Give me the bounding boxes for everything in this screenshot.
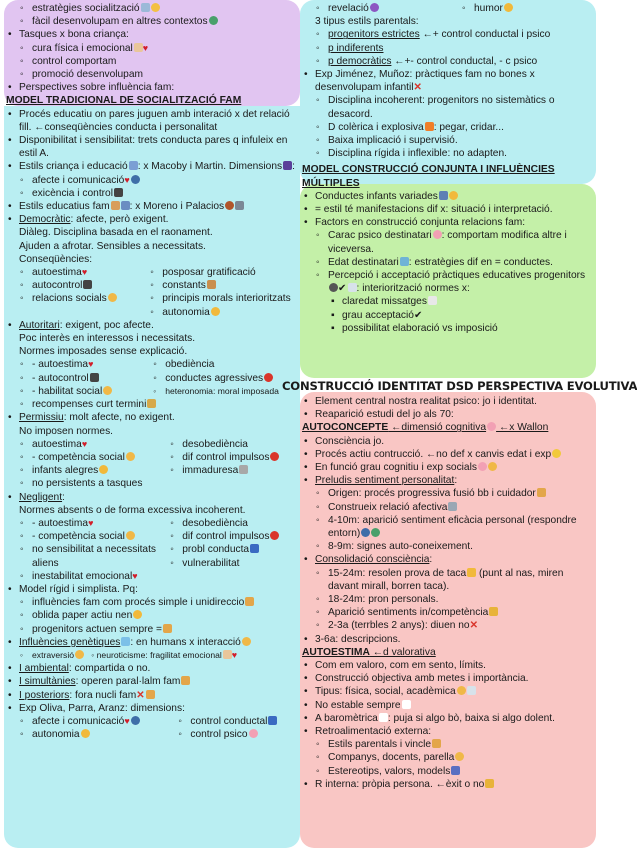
- globe-icon: [209, 16, 218, 25]
- speech-icon: [131, 175, 140, 184]
- ball-icon: [225, 201, 234, 210]
- hourglass-icon: [400, 257, 409, 266]
- cross-icon: ✕: [469, 620, 479, 632]
- heart-icon: ♥: [124, 174, 130, 185]
- book-icon: [348, 283, 357, 292]
- list-item: • Influències genètiques : en humans x interacció: [6, 636, 299, 649]
- list-item: • Factors en construcció conjunta relacions fam:: [302, 216, 594, 229]
- list-item: ◦ desobediència: [156, 517, 299, 530]
- list-item: ◦ autoestima♥: [6, 266, 136, 279]
- list-item: ◦ vulnerabilitat: [156, 557, 299, 570]
- list-item: ◦ extraversió ◦ neuroticisme: fragilitat emocional ♥: [6, 649, 299, 662]
- list-item: ◦ p democràtics ←+- control conductal, - c psico: [302, 55, 594, 68]
- smile-icon: [99, 465, 108, 474]
- heart-icon: ♥: [132, 570, 138, 581]
- list-item: ◦ desobediència: [156, 438, 299, 451]
- tv-icon: [141, 3, 150, 12]
- joystick-icon: [114, 188, 123, 197]
- list-item: • Procés actiu contrucció. ←no def x canvis edat i exp: [302, 448, 594, 461]
- list-item: ◦ inestabilitat emocional♥: [6, 570, 299, 583]
- list-item: ◦ autonomia: [6, 728, 164, 741]
- family-icon: [432, 739, 441, 748]
- handshake-icon: [108, 293, 117, 302]
- right-column: [302, 2, 594, 335]
- baby-icon: [449, 191, 458, 200]
- info-icon: [451, 766, 460, 775]
- heart-icon: ♥: [231, 649, 238, 660]
- list-item: ◦ Aparició sentiments in/competència: [302, 606, 594, 619]
- heart-icon: ♥: [81, 267, 88, 278]
- list-item: • Permissiu: molt afecte, no exigent.: [6, 411, 299, 424]
- list-item: ◦ dif control impulsos: [156, 451, 299, 464]
- list-item: • Construcció objectiva amb metes i importància.: [302, 672, 594, 685]
- joystick-icon: [90, 373, 99, 382]
- list-item: ◦ - autocontrol: [6, 372, 139, 385]
- list-item: • Tipus: física, social, acadèmica: [302, 685, 594, 698]
- list-item: ◦ obediència: [139, 358, 299, 371]
- check-icon: ✔: [338, 283, 347, 295]
- speech-icon: [131, 716, 140, 725]
- section-heading: AUTOCONCEPTE ←dimensió cognitiva ←x Wallon: [302, 422, 549, 434]
- list-item: ◦ - autoestima♥: [6, 517, 156, 530]
- list-item: ◦ no sensibilitat a necessitats aliens: [6, 543, 156, 569]
- speech-icon: [361, 528, 370, 537]
- list-item: ◦ revelació: [302, 2, 448, 15]
- list-item: • R interna: pròpia persona. ←èxit o no: [302, 778, 594, 791]
- list-item: ◦ p indiferents: [302, 42, 594, 55]
- hand-icon: [151, 3, 160, 12]
- list-item: ◦ no persistents a tasques: [6, 477, 299, 490]
- car-icon: [439, 191, 448, 200]
- face-icon: [81, 729, 90, 738]
- list-item: ◦ cura física i emocional ♥: [6, 42, 299, 55]
- list-item: ◦ posposar gratificació: [136, 266, 299, 279]
- car-icon: [235, 201, 244, 210]
- brain-icon: [249, 729, 258, 738]
- list-item: ◦ D colèrica i explosiva : pegar, cridar...: [302, 121, 594, 134]
- list-item: ◦ Carac psico destinatari : comportam modifica altre i viceversa.: [302, 229, 594, 255]
- bandage-icon: [223, 650, 232, 659]
- list-item: ◦ Origen: procés progressiva fusió bb i cuidador: [302, 487, 594, 500]
- handshake-icon: [488, 462, 497, 471]
- bulb-icon: [552, 449, 561, 458]
- baby-bottle-icon: [239, 465, 248, 474]
- list-item: ◦ control comportam: [6, 55, 299, 68]
- list-item: ◦ fàcil desenvolupam en altres contextos: [6, 15, 299, 28]
- trophy-icon: [489, 607, 498, 616]
- list-item: ◦ Disciplina rígida i inflexible: no adapten.: [302, 147, 594, 160]
- paragraph: No imposen normes.: [19, 425, 113, 437]
- face-icon: [211, 307, 220, 316]
- link-icon: [448, 502, 457, 511]
- list-item: • En funció grau cognitiu i exp socials: [302, 461, 594, 474]
- angry-face-icon: [270, 531, 279, 540]
- heart-icon: ♥: [88, 359, 94, 370]
- list-item: • Model rígid i simplista. Pq:: [6, 583, 299, 596]
- list-item: ◦ probl conducta: [156, 543, 299, 556]
- list-item: ◦ infants alegres: [6, 464, 156, 477]
- list-item: ◦ progenitors actuen sempre =: [6, 623, 299, 636]
- list-item: ◦ Companys, docents, parella: [302, 751, 594, 764]
- globe-icon: [371, 528, 380, 537]
- list-item: ◦ immaduresa: [156, 464, 299, 477]
- list-item: ◦ Construeix relació afectiva: [302, 501, 594, 514]
- cross-icon: ✕: [136, 689, 145, 701]
- section-heading: AUTOESTIMA ←d valorativa: [302, 646, 436, 658]
- list-item: • 3-6a: descripcions.: [302, 633, 594, 646]
- book-icon: [467, 686, 476, 695]
- list-item: ◦ progenitors estrictes ←+ control conductal i psico: [302, 28, 594, 41]
- brain-icon: [478, 462, 487, 471]
- nursing-icon: [537, 488, 546, 497]
- envelope-icon: [428, 296, 437, 305]
- section-heading: MODEL TRADICIONAL DE SOCIALITZACIÓ FAM: [6, 95, 242, 107]
- list-item: ◦ 8-9m: signes auto-coneixement.: [302, 540, 594, 553]
- couple-icon: [163, 624, 172, 633]
- list-item: ◦ Percepció i acceptació pràctiques educatives progenitors✔ : interiorització normes x:: [302, 269, 594, 295]
- list-item: ◦ Estils parentals i vincle: [302, 738, 594, 751]
- list-item: • Conductes infants variades: [302, 190, 594, 203]
- two-column-list: [6, 266, 299, 319]
- list-item: • I ambiental: compartida o no.: [6, 662, 299, 675]
- list-item: ◦ 18-24m: pron personals.: [302, 593, 594, 606]
- right-column-lower: [302, 395, 594, 791]
- list-item: • I simultànies: operen paral·lalm fam: [6, 675, 299, 688]
- list-item: ◦ - habilitat social: [6, 385, 139, 398]
- page-title: CONSTRUCCIÓ IDENTITAT DSD PERSPECTIVA EVOLUTIVA: [282, 379, 637, 393]
- list-item: • = estil té manifestacions dif x: situació i interpretació.: [302, 203, 594, 216]
- list-item: ◦ control psico: [164, 728, 299, 741]
- list-item: ◦ relacions socials: [6, 292, 136, 305]
- cross-icon: ✕: [413, 82, 423, 94]
- list-item: • Exp Oliva, Parra, Aranz: dimensions:: [6, 702, 299, 715]
- car-icon: [268, 716, 277, 725]
- handshake-icon: [103, 386, 112, 395]
- list-item: ◦ 4-10m: aparició sentiment eficàcia personal (respondre entorn): [302, 514, 594, 540]
- list-item: ◦ afecte i comunicació♥: [6, 715, 164, 728]
- family-icon: [146, 690, 155, 699]
- list-item: ◦ exicència i control: [6, 187, 299, 200]
- list-item: ◦ heteronomia: moral imposada: [139, 385, 299, 398]
- books-icon: [207, 280, 216, 289]
- list-item: • No estable sempre: [302, 699, 594, 712]
- list-item: • Retroalimentació externa:: [302, 725, 594, 738]
- handshake-icon: [242, 637, 251, 646]
- handshake-icon: [126, 531, 135, 540]
- list-item: • Preludis sentiment personalitat:: [302, 474, 594, 487]
- list-item: • Com em valoro, com em sento, límits.: [302, 659, 594, 672]
- two-column-list: [302, 2, 594, 15]
- list-item: • Exp Jiménez, Muñoz: pràctiques fam no bones x desenvolupam infantil✕: [302, 68, 594, 94]
- heart-icon: ♥: [81, 438, 88, 449]
- list-item: • Democràtic: afecte, però exigent.: [6, 213, 299, 226]
- list-item: ◦ dif control impulsos: [156, 530, 299, 543]
- list-item: • Consciència jo.: [302, 435, 594, 448]
- hourglass-icon: [147, 399, 156, 408]
- list-item: ▪ claredat missatges: [302, 295, 594, 308]
- list-item: ▪ grau acceptació✔: [302, 309, 594, 322]
- two-column-list: [6, 358, 299, 398]
- list-item: ◦ estratègies socialització: [6, 2, 299, 15]
- list-item: ◦ - autoestima♥: [6, 358, 139, 371]
- list-item: ◦ promoció desenvolupam: [6, 68, 299, 81]
- family-icon: [111, 201, 120, 210]
- list-item: ◦ Estereotips, valors, models: [302, 765, 594, 778]
- paragraph: Normes absents o de forma excessiva incoherent.: [19, 504, 246, 516]
- section-heading: MODEL CONSTRUCCIÓ CONJUNTA I INFLUÈNCIES MÚLTIPLES: [302, 164, 555, 189]
- list-item: • Consolidació consciència:: [302, 553, 594, 566]
- list-item: • Reaparició estudi del jo als 70:: [302, 408, 594, 421]
- list-item: ▪ possibilitat elaboració vs imposició: [302, 322, 594, 335]
- devil-icon: [370, 3, 379, 12]
- explosion-icon: [425, 122, 434, 131]
- list-item: ◦ control conductal: [164, 715, 299, 728]
- eye-icon: [329, 283, 338, 292]
- list-item: • Perspectives sobre influència fam:: [6, 81, 299, 94]
- list-item: ◦ 2-3a (terrbles 2 anys): diuen no✕: [302, 619, 594, 632]
- list-item: • Procés educatiu on pares juguen amb interació x det relació fill. ←conseqüències conducta i personalitat: [6, 108, 299, 134]
- list-item: ◦ 15-24m: resolen prova de taca (punt al nas, miren davant mirall, borren taca).: [302, 567, 594, 593]
- list-item: ◦ afecte i comunicació♥: [6, 174, 299, 187]
- check-icon: ✔: [413, 309, 423, 321]
- list-item: ◦ Edat destinatari : estratègies dif en = conductes.: [302, 256, 594, 269]
- two-column-list: [6, 517, 299, 570]
- laugh-icon: [504, 3, 513, 12]
- family-icon: [121, 201, 130, 210]
- bandage-icon: [134, 43, 143, 52]
- list-item: • I posteriors: fora nucli fam✕: [6, 689, 299, 702]
- heart-icon: ♥: [88, 517, 94, 528]
- angry-face-icon: [270, 452, 279, 461]
- handshake-icon: [457, 686, 466, 695]
- list-item: ◦ humor: [448, 2, 594, 15]
- list-item: • Element central nostra realitat psico: jo i identitat.: [302, 395, 594, 408]
- handshake-icon: [75, 650, 84, 659]
- heart-icon: ♥: [124, 715, 130, 726]
- paragraph: Diàleg. Disciplina basada en el raonament.: [19, 227, 213, 239]
- list-item: ◦ oblida paper actiu nen: [6, 609, 299, 622]
- handshake-icon: [126, 452, 135, 461]
- paragraph: Poc interès en interessos i necessitats.: [19, 333, 196, 345]
- list-item: ◦ Baixa implicació i supervisió.: [302, 134, 594, 147]
- list-item: ◦ principis morals interioritzats: [136, 292, 299, 305]
- brain-icon: [487, 422, 496, 431]
- family-icon: [245, 597, 254, 606]
- list-item: • Negligent:: [6, 491, 299, 504]
- list-item: ◦ constants: [136, 279, 299, 292]
- list-item: • A baromètrica : puja si algo bò, baixa si algo dolent.: [302, 712, 594, 725]
- heart-icon: ♥: [142, 42, 149, 53]
- two-column-list: [6, 715, 299, 741]
- list-item: ◦ autoestima♥: [6, 438, 156, 451]
- point-icon: [467, 568, 476, 577]
- list-item: ◦ autonomia: [136, 306, 299, 319]
- paragraph: 3 tipus estils parentals:: [315, 16, 419, 28]
- book-icon: [129, 161, 138, 170]
- list-item: ◦ conductes agressives: [139, 372, 299, 385]
- handshake-icon: [455, 752, 464, 761]
- star-icon: [283, 161, 292, 170]
- paragraph: Ajuden a afrotar. Sensibles a necessitats.: [19, 240, 206, 252]
- angry-face-icon: [264, 373, 273, 382]
- trophy-icon: [485, 779, 494, 788]
- list-item: • Estils criança i educació : x Macoby i Martin. Dimensions :: [6, 160, 299, 173]
- list-item: • Estils educatius fam : x Moreno i Palacios: [6, 200, 299, 213]
- two-column-list: [6, 438, 299, 478]
- family-icon: [181, 676, 190, 685]
- brain-icon: [433, 230, 442, 239]
- list-item: ◦ influències fam com procés simple i unidireccio: [6, 596, 299, 609]
- paragraph: Conseqüències:: [19, 253, 93, 265]
- chart-icon: [379, 713, 388, 722]
- list-item: ◦ - competència social: [6, 530, 156, 543]
- list-item: • Disponibilitat i sensibilitat: trets conducta pares q infuleix en estil A.: [6, 134, 299, 160]
- list-item: ◦ - competència social: [6, 451, 156, 464]
- paragraph: Normes imposades sense explicació.: [19, 346, 188, 358]
- list-item: ◦ recompenses curt termini: [6, 398, 299, 411]
- chart-icon: [402, 700, 411, 709]
- baby-icon: [133, 610, 142, 619]
- list-item: ◦ autocontrol: [6, 279, 136, 292]
- list-item: • Tasques x bona criança:: [6, 28, 299, 41]
- police-car-icon: [250, 544, 259, 553]
- list-item: • Autoritari: exigent, poc afecte.: [6, 319, 299, 332]
- list-item: ◦ Disciplina incoherent: progenitors no sistemàtics o desacord.: [302, 94, 594, 120]
- joystick-icon: [83, 280, 92, 289]
- left-column: [6, 2, 299, 741]
